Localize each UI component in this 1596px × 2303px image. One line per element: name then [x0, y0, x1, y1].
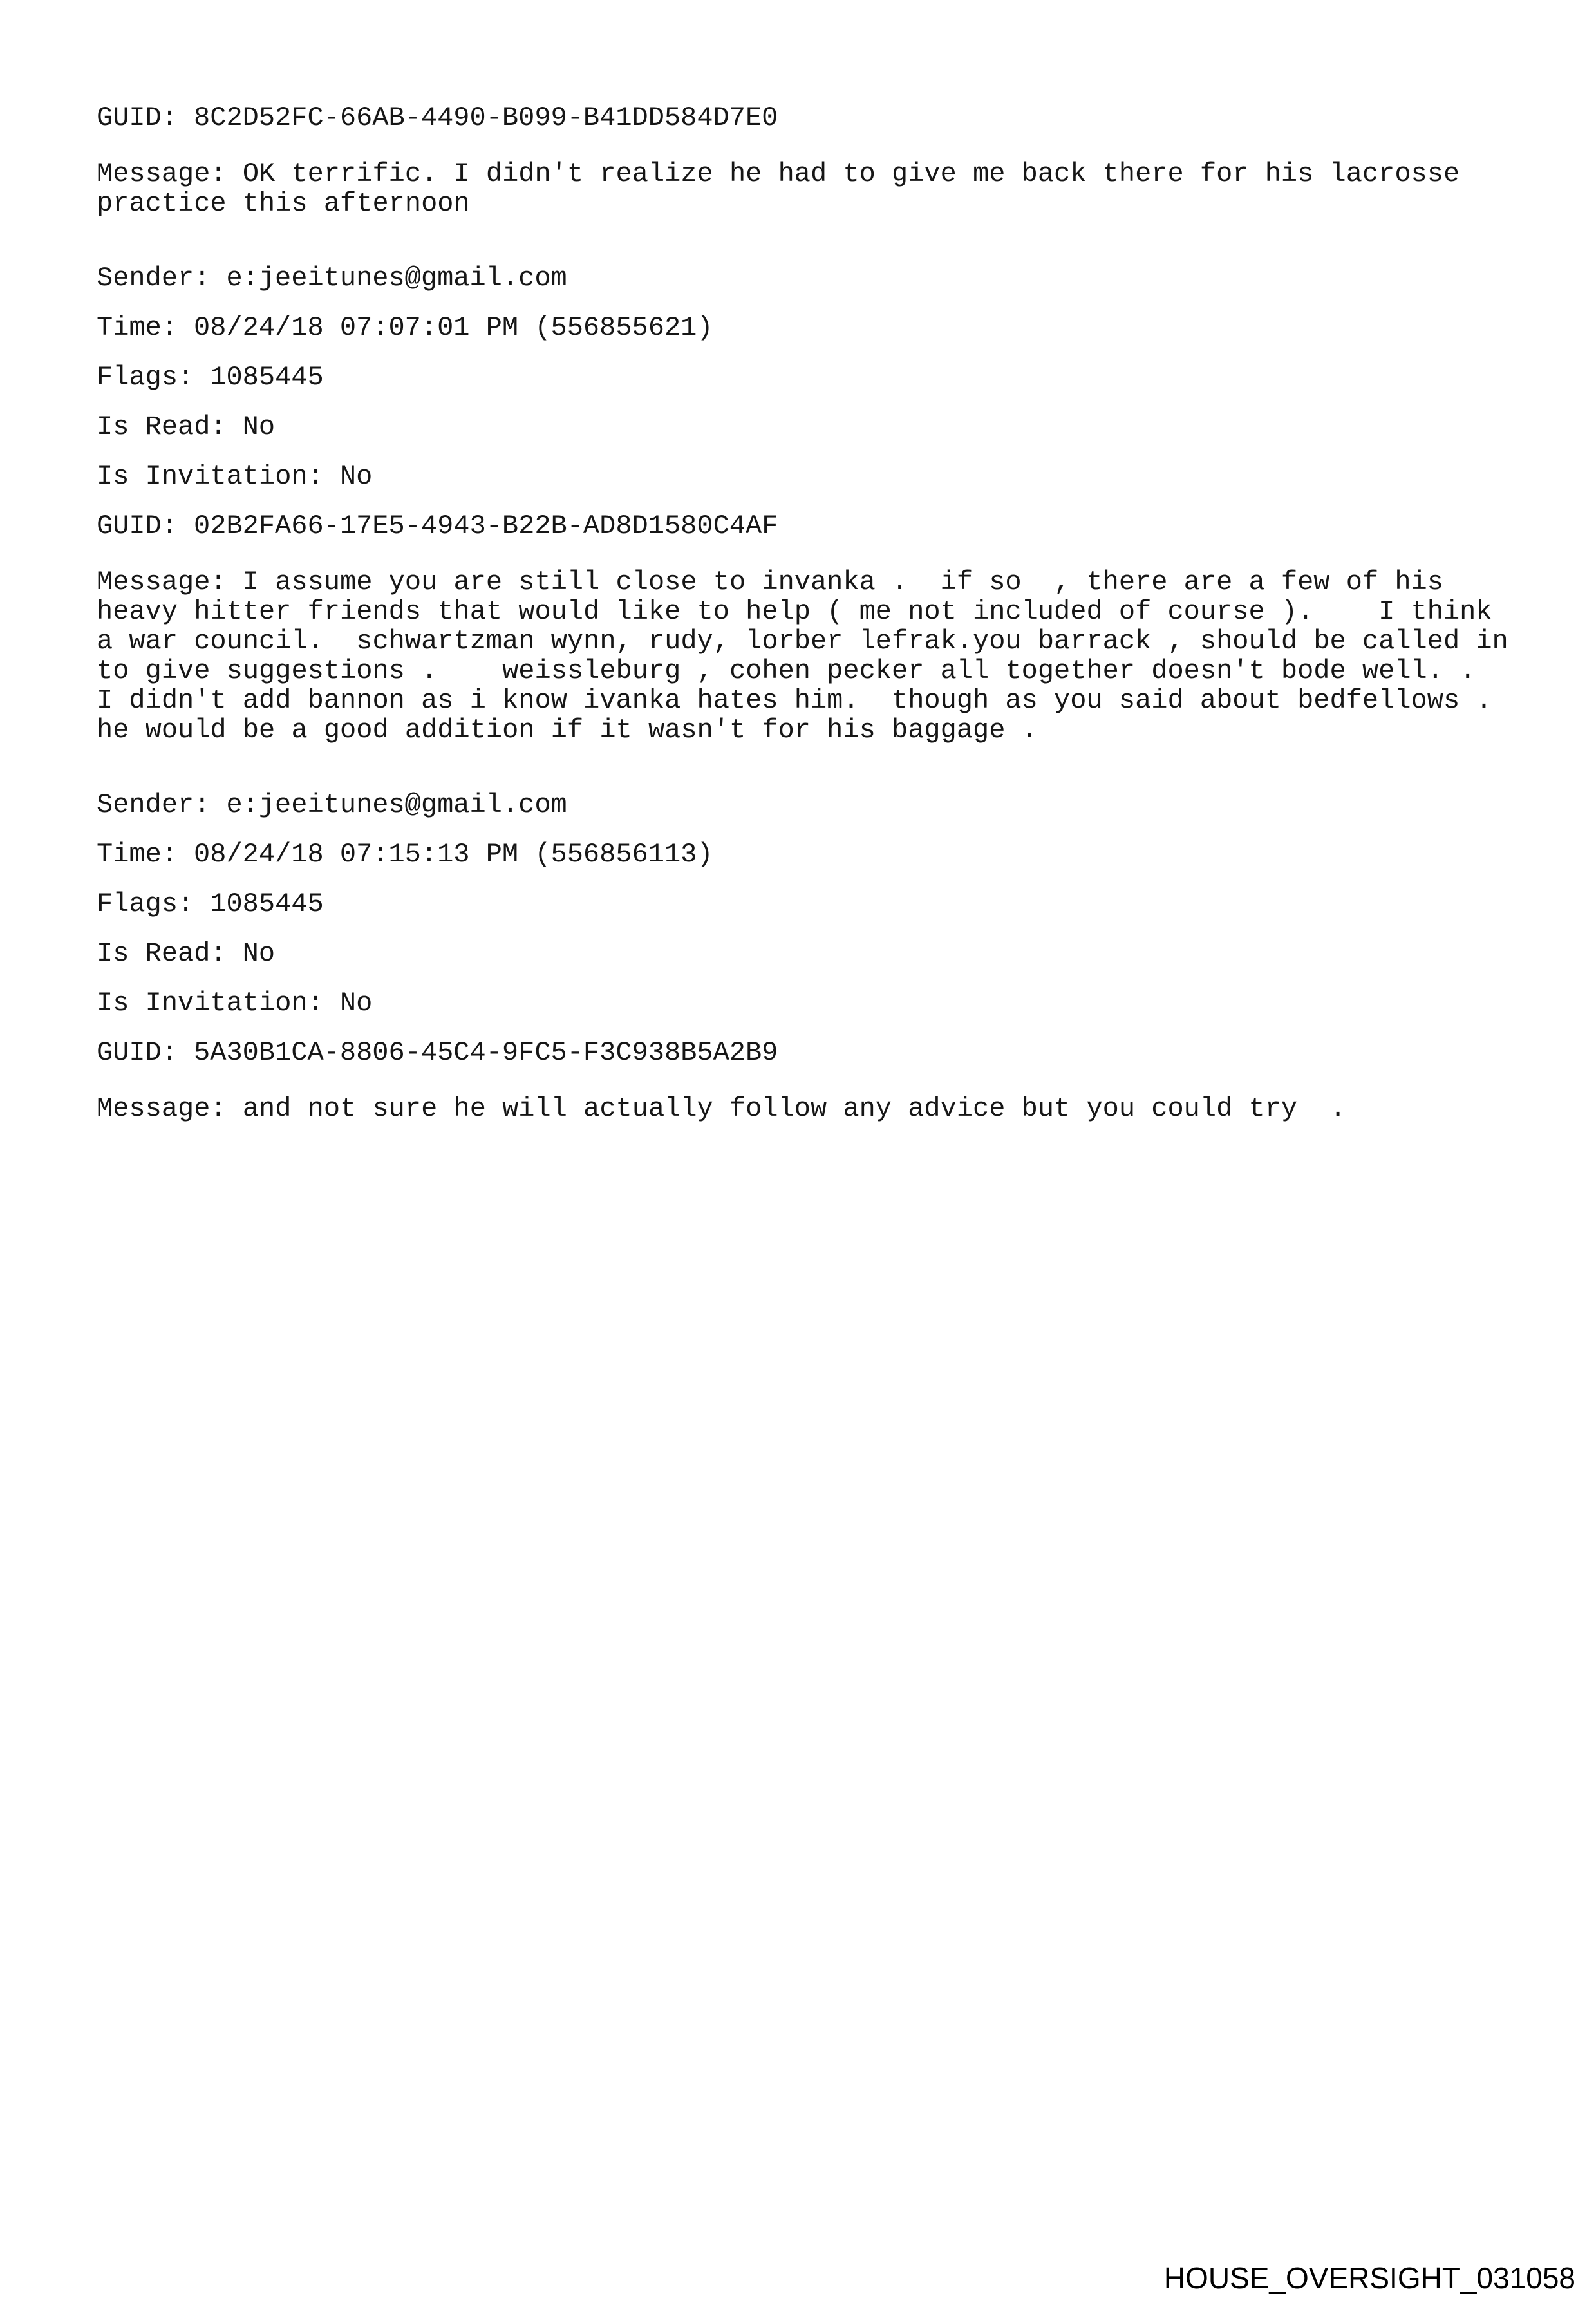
time-label: Time: — [97, 839, 178, 870]
flags-value: 1085445 — [210, 888, 324, 919]
message-record — [97, 790, 1551, 1123]
is-invitation-value: No — [339, 988, 373, 1019]
is-read-value: No — [242, 411, 276, 442]
message-line: practice this afternoon — [97, 188, 470, 219]
is-invitation-line — [97, 462, 1551, 492]
time-value: 08/24/18 07:07:01 PM (556855621) — [194, 312, 713, 343]
message-line: heavy hitter friends that would like to help ( me not included of course ). I think — [97, 596, 1492, 627]
time-line — [97, 840, 1551, 870]
time-label: Time: — [97, 312, 178, 343]
flags-label: Flags: — [97, 888, 194, 919]
guid-line — [97, 103, 1551, 133]
sender-label: Sender: — [97, 263, 211, 294]
guid-label: GUID: — [97, 102, 178, 133]
message-text — [97, 567, 1551, 745]
bates-number: HOUSE_OVERSIGHT_031058 — [1163, 2261, 1575, 2295]
time-value: 08/24/18 07:15:13 PM (556856113) — [194, 839, 713, 870]
message-line: he would be a good addition if it wasn't for his baggage . — [97, 715, 1038, 746]
sender-line — [97, 790, 1551, 820]
guid-label: GUID: — [97, 511, 178, 541]
is-read-value: No — [242, 938, 276, 969]
message-record — [97, 103, 1551, 218]
flags-value: 1085445 — [210, 362, 324, 393]
document-page — [0, 0, 1596, 1123]
sender-label: Sender: — [97, 789, 211, 820]
flags-line — [97, 889, 1551, 919]
guid-line — [97, 511, 1551, 541]
message-line: a war council. schwartzman wynn, rudy, lorber lefrak.you barrack , should be called in — [97, 626, 1508, 657]
sender-value: e:jeeitunes@gmail.com — [226, 263, 567, 294]
guid-value: 5A30B1CA-8806-45C4-9FC5-F3C938B5A2B9 — [194, 1037, 778, 1068]
is-read-label: Is Read: — [97, 938, 227, 969]
is-invitation-value: No — [339, 461, 373, 492]
message-line: I didn't add bannon as i know ivanka hates him. though as you said about bedfellows . — [97, 685, 1492, 716]
flags-label: Flags: — [97, 362, 194, 393]
is-read-line — [97, 939, 1551, 969]
sender-line — [97, 263, 1551, 294]
message-line: Message: I assume you are still close to invanka . if so , there are a few of his — [97, 567, 1443, 597]
guid-line — [97, 1038, 1551, 1068]
message-line: to give suggestions . weissleburg , cohen pecker all together doesn't bode well. . — [97, 655, 1476, 686]
message-line: Message: and not sure he will actually follow any advice but you could try . — [97, 1093, 1346, 1124]
sender-value: e:jeeitunes@gmail.com — [226, 789, 567, 820]
message-line: Message: OK terrific. I didn't realize he had to give me back there for his lacrosse — [97, 158, 1460, 189]
is-invitation-label: Is Invitation: — [97, 461, 324, 492]
is-read-label: Is Read: — [97, 411, 227, 442]
is-read-line — [97, 412, 1551, 442]
message-text — [97, 159, 1551, 218]
guid-value: 02B2FA66-17E5-4943-B22B-AD8D1580C4AF — [194, 511, 778, 541]
guid-label: GUID: — [97, 1037, 178, 1068]
flags-line — [97, 362, 1551, 393]
guid-value: 8C2D52FC-66AB-4490-B099-B41DD584D7E0 — [194, 102, 778, 133]
message-text — [97, 1094, 1551, 1123]
message-record — [97, 263, 1551, 745]
is-invitation-line — [97, 988, 1551, 1019]
is-invitation-label: Is Invitation: — [97, 988, 324, 1019]
time-line — [97, 313, 1551, 343]
